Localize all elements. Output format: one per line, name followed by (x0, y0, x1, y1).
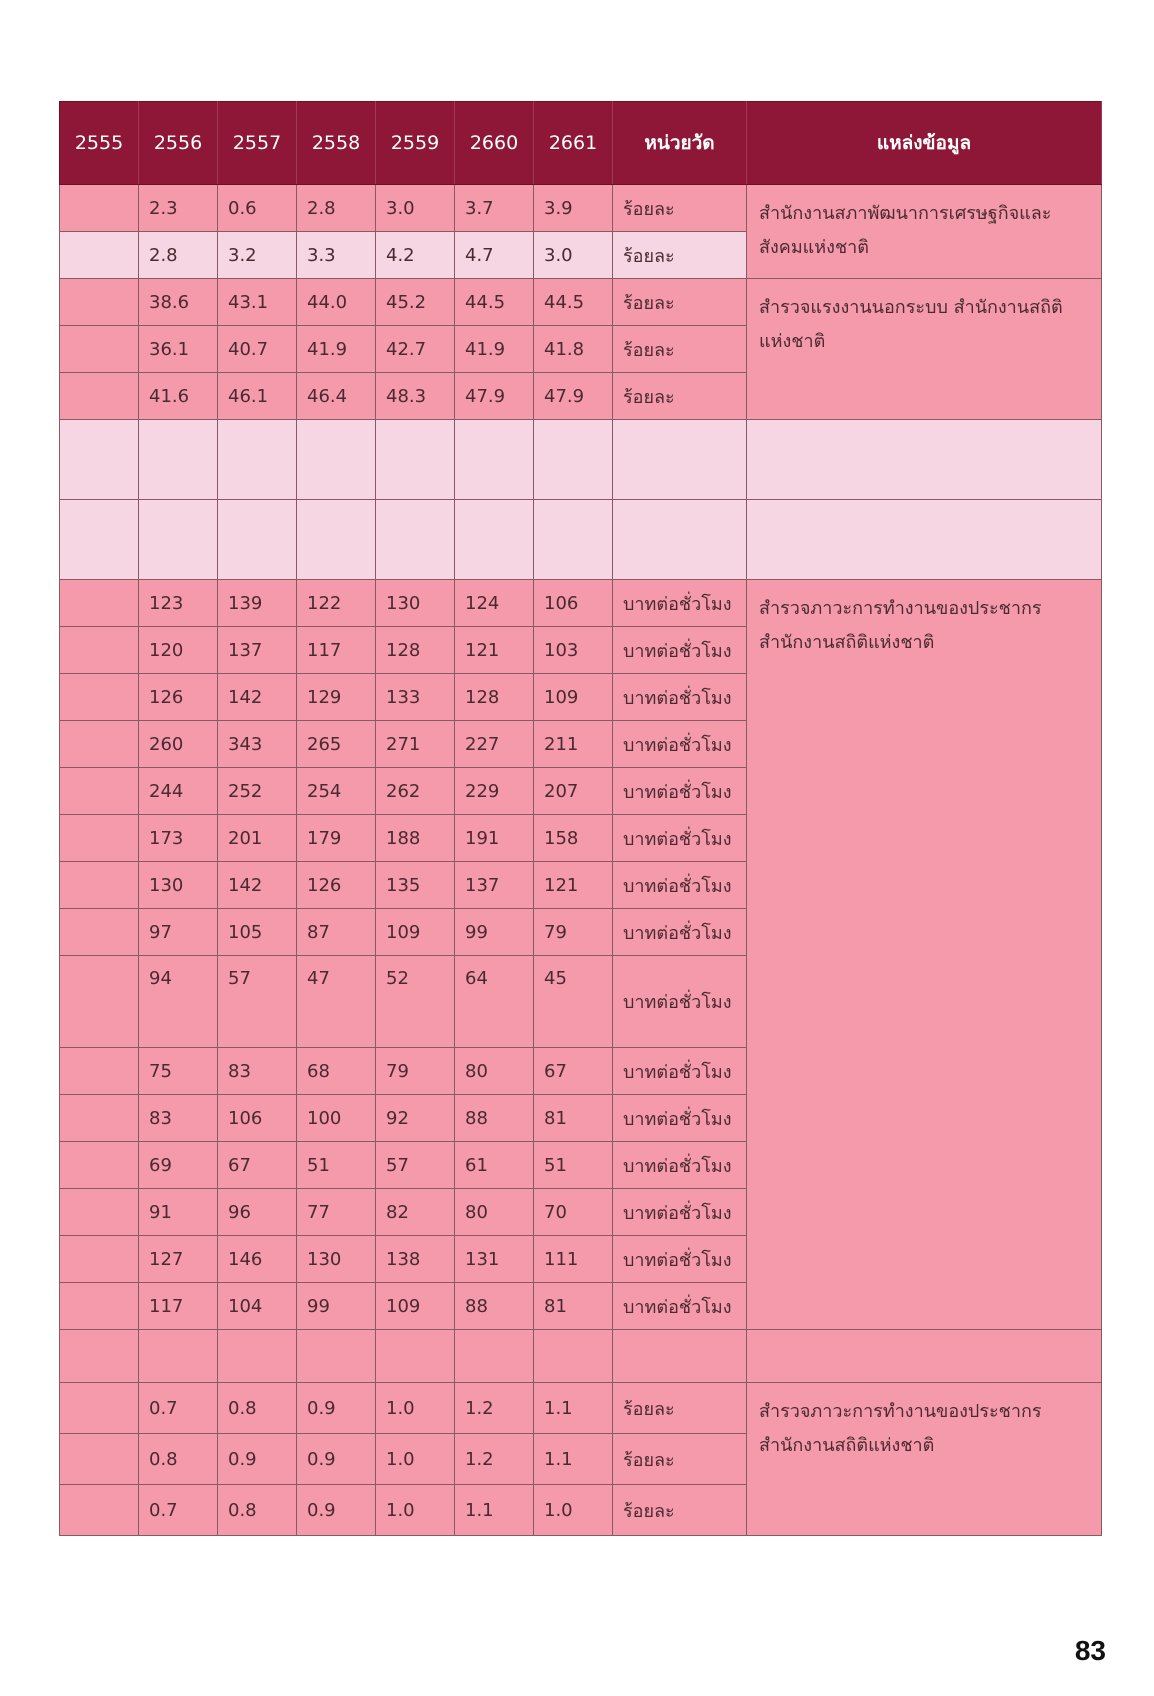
value-cell: 201 (218, 815, 297, 862)
value-cell: 343 (218, 721, 297, 768)
value-cell: 0.7 (139, 1485, 218, 1536)
unit-cell: บาทต่อชั่วโมง (613, 1095, 747, 1142)
empty-cell (455, 420, 534, 500)
value-cell: 123 (139, 580, 218, 627)
indicator-table-wrap (59, 101, 1102, 1536)
value-cell: 254 (297, 768, 376, 815)
value-cell (60, 721, 139, 768)
empty-cell (297, 500, 376, 580)
value-cell: 229 (455, 768, 534, 815)
value-cell: 91 (139, 1189, 218, 1236)
empty-cell (455, 500, 534, 580)
value-cell: 121 (455, 627, 534, 674)
value-cell: 51 (297, 1142, 376, 1189)
value-cell: 67 (218, 1142, 297, 1189)
unit-cell: บาทต่อชั่วโมง (613, 580, 747, 627)
empty-cell (376, 500, 455, 580)
value-cell: 51 (534, 1142, 613, 1189)
value-cell (60, 232, 139, 279)
unit-cell: บาทต่อชั่วโมง (613, 627, 747, 674)
header-year-2558: 2558 (297, 102, 376, 185)
value-cell: 80 (455, 1189, 534, 1236)
unit-cell: ร้อยละ (613, 1485, 747, 1536)
header-year-2555: 2555 (60, 102, 139, 185)
header-year-2661: 2661 (534, 102, 613, 185)
value-cell: 117 (297, 627, 376, 674)
value-cell: 106 (218, 1095, 297, 1142)
unit-cell: บาทต่อชั่วโมง (613, 909, 747, 956)
value-cell (60, 956, 139, 1048)
value-cell: 130 (139, 862, 218, 909)
value-cell: 69 (139, 1142, 218, 1189)
value-cell (60, 862, 139, 909)
value-cell (60, 1048, 139, 1095)
value-cell: 130 (297, 1236, 376, 1283)
value-cell: 3.7 (455, 185, 534, 232)
source-cell: สำนักงานสภาพัฒนาการเศรษฐกิจและสังคมแห่งชาติ (747, 185, 1102, 279)
value-cell: 262 (376, 768, 455, 815)
empty-cell (613, 1330, 747, 1383)
value-cell: 128 (376, 627, 455, 674)
value-cell: 127 (139, 1236, 218, 1283)
unit-cell: ร้อยละ (613, 1434, 747, 1485)
value-cell: 138 (376, 1236, 455, 1283)
table-row (60, 1383, 1102, 1434)
value-cell: 42.7 (376, 326, 455, 373)
value-cell: 88 (455, 1283, 534, 1330)
value-cell: 133 (376, 674, 455, 721)
value-cell: 109 (534, 674, 613, 721)
unit-cell: บาทต่อชั่วโมง (613, 1189, 747, 1236)
value-cell: 1.0 (376, 1485, 455, 1536)
empty-cell (376, 1330, 455, 1383)
value-cell (60, 1142, 139, 1189)
value-cell: 68 (297, 1048, 376, 1095)
empty-cell (534, 420, 613, 500)
value-cell: 0.6 (218, 185, 297, 232)
unit-cell: ร้อยละ (613, 326, 747, 373)
value-cell: 82 (376, 1189, 455, 1236)
value-cell: 4.7 (455, 232, 534, 279)
value-cell (60, 1485, 139, 1536)
value-cell: 109 (376, 1283, 455, 1330)
value-cell: 3.2 (218, 232, 297, 279)
value-cell: 97 (139, 909, 218, 956)
value-cell: 146 (218, 1236, 297, 1283)
value-cell (60, 1189, 139, 1236)
value-cell: 2.8 (139, 232, 218, 279)
header-year-2559: 2559 (376, 102, 455, 185)
value-cell: 129 (297, 674, 376, 721)
value-cell: 179 (297, 815, 376, 862)
value-cell: 0.9 (218, 1434, 297, 1485)
value-cell: 41.9 (455, 326, 534, 373)
table-row-blank (60, 500, 1102, 580)
empty-cell (747, 420, 1102, 500)
value-cell: 252 (218, 768, 297, 815)
value-cell: 4.2 (376, 232, 455, 279)
empty-cell (534, 1330, 613, 1383)
value-cell: 45.2 (376, 279, 455, 326)
value-cell: 0.8 (218, 1485, 297, 1536)
value-cell (60, 1283, 139, 1330)
value-cell: 105 (218, 909, 297, 956)
value-cell: 1.0 (376, 1383, 455, 1434)
empty-cell (297, 1330, 376, 1383)
value-cell: 1.1 (455, 1485, 534, 1536)
header-unit: หน่วยวัด (613, 102, 747, 185)
value-cell (60, 1383, 139, 1434)
unit-cell: ร้อยละ (613, 373, 747, 420)
empty-cell (218, 500, 297, 580)
value-cell: 1.2 (455, 1383, 534, 1434)
value-cell: 117 (139, 1283, 218, 1330)
value-cell: 41.8 (534, 326, 613, 373)
empty-cell (139, 500, 218, 580)
unit-cell: บาทต่อชั่วโมง (613, 862, 747, 909)
value-cell (60, 674, 139, 721)
empty-cell (218, 1330, 297, 1383)
value-cell: 126 (139, 674, 218, 721)
page-number: 83 (1074, 1635, 1106, 1666)
value-cell: 45 (534, 956, 613, 1048)
empty-cell (613, 500, 747, 580)
unit-cell: บาทต่อชั่วโมง (613, 1236, 747, 1283)
value-cell: 3.3 (297, 232, 376, 279)
value-cell: 0.8 (218, 1383, 297, 1434)
unit-cell: ร้อยละ (613, 1383, 747, 1434)
value-cell: 47.9 (455, 373, 534, 420)
empty-cell (613, 420, 747, 500)
value-cell: 126 (297, 862, 376, 909)
value-cell: 109 (376, 909, 455, 956)
value-cell: 77 (297, 1189, 376, 1236)
value-cell: 70 (534, 1189, 613, 1236)
value-cell: 83 (218, 1048, 297, 1095)
source-cell: สำรวจภาวะการทำงานของประชากร สำนักงานสถิติแห่งชาติ (747, 1383, 1102, 1536)
value-cell: 271 (376, 721, 455, 768)
value-cell: 48.3 (376, 373, 455, 420)
value-cell: 46.4 (297, 373, 376, 420)
source-cell: สำรวจภาวะการทำงานของประชากร สำนักงานสถิติแห่งชาติ (747, 580, 1102, 1330)
value-cell (60, 627, 139, 674)
value-cell (60, 909, 139, 956)
table-row-blank (60, 420, 1102, 500)
value-cell: 1.0 (534, 1485, 613, 1536)
value-cell: 265 (297, 721, 376, 768)
unit-cell: บาทต่อชั่วโมง (613, 956, 747, 1048)
header-source: แหล่งข้อมูล (747, 102, 1102, 185)
value-cell: 41.6 (139, 373, 218, 420)
value-cell: 79 (376, 1048, 455, 1095)
value-cell: 207 (534, 768, 613, 815)
value-cell: 41.9 (297, 326, 376, 373)
value-cell: 47 (297, 956, 376, 1048)
empty-cell (455, 1330, 534, 1383)
value-cell: 1.0 (376, 1434, 455, 1485)
value-cell: 3.0 (376, 185, 455, 232)
value-cell: 158 (534, 815, 613, 862)
value-cell: 137 (218, 627, 297, 674)
value-cell (60, 815, 139, 862)
header-year-2556: 2556 (139, 102, 218, 185)
unit-cell: บาทต่อชั่วโมง (613, 1048, 747, 1095)
table-row (60, 279, 1102, 326)
value-cell (60, 373, 139, 420)
value-cell: 106 (534, 580, 613, 627)
header-row (60, 102, 1102, 185)
empty-cell (747, 1330, 1102, 1383)
value-cell: 1.2 (455, 1434, 534, 1485)
value-cell: 46.1 (218, 373, 297, 420)
value-cell: 142 (218, 862, 297, 909)
value-cell: 1.1 (534, 1383, 613, 1434)
value-cell: 3.9 (534, 185, 613, 232)
value-cell: 38.6 (139, 279, 218, 326)
value-cell: 188 (376, 815, 455, 862)
value-cell: 43.1 (218, 279, 297, 326)
value-cell (60, 580, 139, 627)
value-cell: 36.1 (139, 326, 218, 373)
empty-cell (139, 1330, 218, 1383)
value-cell: 52 (376, 956, 455, 1048)
unit-cell: บาทต่อชั่วโมง (613, 768, 747, 815)
value-cell: 128 (455, 674, 534, 721)
value-cell (60, 1236, 139, 1283)
value-cell: 79 (534, 909, 613, 956)
value-cell: 61 (455, 1142, 534, 1189)
value-cell: 44.5 (455, 279, 534, 326)
value-cell: 44.5 (534, 279, 613, 326)
empty-cell (60, 500, 139, 580)
value-cell (60, 326, 139, 373)
empty-cell (747, 500, 1102, 580)
value-cell: 124 (455, 580, 534, 627)
value-cell: 137 (455, 862, 534, 909)
value-cell: 1.1 (534, 1434, 613, 1485)
value-cell: 57 (376, 1142, 455, 1189)
value-cell: 103 (534, 627, 613, 674)
value-cell: 81 (534, 1283, 613, 1330)
unit-cell: ร้อยละ (613, 185, 747, 232)
empty-cell (60, 1330, 139, 1383)
empty-cell (534, 500, 613, 580)
value-cell: 135 (376, 862, 455, 909)
empty-cell (376, 420, 455, 500)
value-cell: 88 (455, 1095, 534, 1142)
unit-cell: บาทต่อชั่วโมง (613, 674, 747, 721)
value-cell: 0.7 (139, 1383, 218, 1434)
value-cell: 0.9 (297, 1434, 376, 1485)
value-cell: 2.3 (139, 185, 218, 232)
empty-cell (60, 420, 139, 500)
value-cell: 100 (297, 1095, 376, 1142)
value-cell: 111 (534, 1236, 613, 1283)
table-row-blank (60, 1330, 1102, 1383)
value-cell: 80 (455, 1048, 534, 1095)
empty-cell (218, 420, 297, 500)
value-cell: 75 (139, 1048, 218, 1095)
unit-cell: บาทต่อชั่วโมง (613, 721, 747, 768)
value-cell: 81 (534, 1095, 613, 1142)
value-cell: 0.9 (297, 1383, 376, 1434)
value-cell: 99 (297, 1283, 376, 1330)
value-cell: 227 (455, 721, 534, 768)
value-cell: 211 (534, 721, 613, 768)
value-cell: 173 (139, 815, 218, 862)
value-cell: 122 (297, 580, 376, 627)
header-year-2660: 2660 (455, 102, 534, 185)
value-cell: 87 (297, 909, 376, 956)
value-cell: 47.9 (534, 373, 613, 420)
value-cell: 120 (139, 627, 218, 674)
value-cell: 2.8 (297, 185, 376, 232)
value-cell (60, 279, 139, 326)
value-cell: 44.0 (297, 279, 376, 326)
value-cell: 142 (218, 674, 297, 721)
table-body (60, 185, 1102, 1536)
value-cell: 40.7 (218, 326, 297, 373)
value-cell (60, 1434, 139, 1485)
header-year-2557: 2557 (218, 102, 297, 185)
table-row (60, 185, 1102, 232)
unit-cell: ร้อยละ (613, 279, 747, 326)
unit-cell: ร้อยละ (613, 232, 747, 279)
unit-cell: บาทต่อชั่วโมง (613, 1142, 747, 1189)
value-cell: 67 (534, 1048, 613, 1095)
value-cell: 260 (139, 721, 218, 768)
value-cell (60, 1095, 139, 1142)
value-cell (60, 185, 139, 232)
value-cell: 121 (534, 862, 613, 909)
empty-cell (139, 420, 218, 500)
unit-cell: บาทต่อชั่วโมง (613, 1283, 747, 1330)
value-cell: 64 (455, 956, 534, 1048)
value-cell: 94 (139, 956, 218, 1048)
value-cell: 244 (139, 768, 218, 815)
value-cell (60, 768, 139, 815)
unit-cell: บาทต่อชั่วโมง (613, 815, 747, 862)
value-cell: 130 (376, 580, 455, 627)
value-cell: 0.9 (297, 1485, 376, 1536)
value-cell: 83 (139, 1095, 218, 1142)
value-cell: 0.8 (139, 1434, 218, 1485)
value-cell: 92 (376, 1095, 455, 1142)
value-cell: 191 (455, 815, 534, 862)
indicator-table (59, 101, 1102, 1536)
value-cell: 57 (218, 956, 297, 1048)
value-cell: 139 (218, 580, 297, 627)
source-cell: สำรวจแรงงานนอกระบบ สำนักงานสถิติแห่งชาติ (747, 279, 1102, 420)
value-cell: 104 (218, 1283, 297, 1330)
value-cell: 99 (455, 909, 534, 956)
value-cell: 96 (218, 1189, 297, 1236)
table-row (60, 580, 1102, 627)
empty-cell (297, 420, 376, 500)
value-cell: 3.0 (534, 232, 613, 279)
value-cell: 131 (455, 1236, 534, 1283)
